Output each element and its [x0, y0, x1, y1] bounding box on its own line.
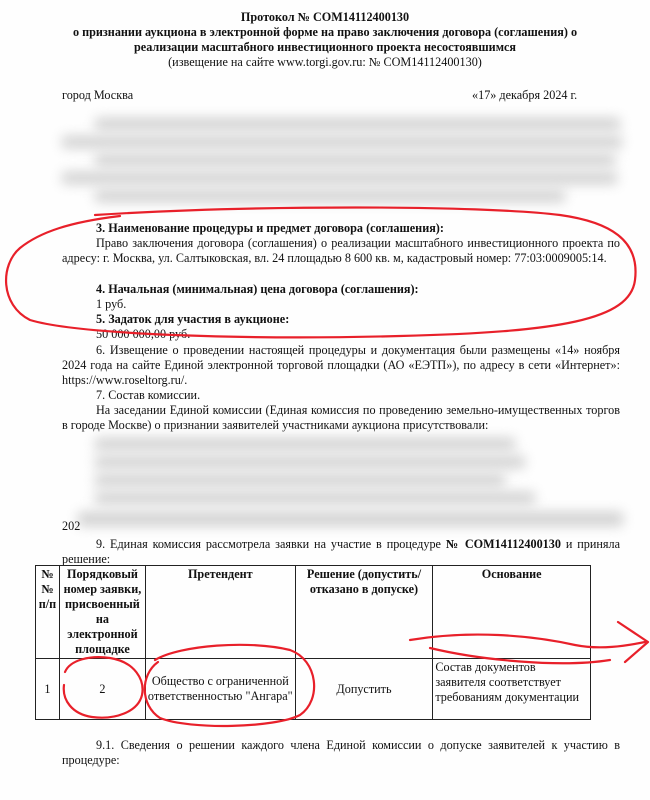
- section-7-text: На заседании Единой комиссии (Единая комиссия по проведению земельно-имущественных торгов в городе Москве) о признании заявителей участниками аукциона присутствовали:: [62, 403, 620, 432]
- decision-table: [35, 565, 591, 720]
- document-subtitle-line2: реализации масштабного инвестиционного проекта несостоявшимся: [134, 40, 516, 54]
- section-9-tail: и приняла решение:: [62, 537, 621, 566]
- section-9-lead: 9. Единая комиссия рассмотрела заявки на участие в процедуре: [96, 537, 441, 551]
- column-header: Порядковый номер заявки, присвоенный на электронной площадке: [59, 566, 145, 659]
- column-header: Претендент: [145, 566, 295, 659]
- section-6-text: 6. Извещение о проведении настоящей процедуры и документация были размещены «14» ноября 2024 года на сайте Единой электронной торговой площадки (АО «ЕЭТП»), по адресу в сети «Интернет»: https://www.roseltorg.ru/.: [62, 343, 620, 387]
- redacted-block: [62, 172, 617, 184]
- column-header: № № п/п: [36, 566, 60, 659]
- redacted-block: [95, 456, 525, 468]
- arrow-head: [618, 622, 648, 662]
- section-3-text: Право заключения договора (соглашения) о реализации масштабного инвестиционного проекта по адресу: г. Москва, ул. Салтыковская, вл. 24 площадью 8 600 кв. м, кадастровый номер: 77:03:0009005:14.: [62, 236, 620, 265]
- redacted-block: [78, 512, 623, 526]
- applicant-name: Общество с ограниченной ответственностью "Ангара": [145, 659, 295, 720]
- decision-value: Допустить: [295, 659, 433, 720]
- row-number: 1: [36, 659, 60, 720]
- section-4-value: 1 руб.: [96, 297, 127, 311]
- section-4-title: 4. Начальная (минимальная) цена договора (соглашения):: [96, 282, 419, 296]
- redacted-block: [95, 474, 505, 486]
- section-3-title: 3. Наименование процедуры и предмет договора (соглашения):: [96, 221, 444, 235]
- column-header: Решение (допустить/отказано в допуске): [295, 566, 433, 659]
- protocol-date: «17» декабря 2024 г.: [472, 88, 578, 102]
- section-5-title: 5. Задаток для участия в аукционе:: [96, 312, 290, 326]
- redacted-block: [95, 492, 535, 504]
- document-subtitle-line1: о признании аукциона в электронной форме на право заключения договора (соглашения) о: [72, 25, 578, 39]
- redacted-block: [95, 190, 565, 202]
- section-7-title: 7. Состав комиссии.: [96, 388, 201, 402]
- text-fragment: 202: [62, 519, 81, 533]
- section-9-text: [62, 537, 620, 567]
- document-title: Протокол № COM14112400130: [240, 10, 410, 24]
- redacted-block: [62, 136, 622, 148]
- section-9-procedure-number: № COM14112400130: [445, 537, 561, 551]
- table-row: [36, 659, 591, 720]
- table-header-row: [36, 566, 591, 659]
- redacted-block: [95, 118, 620, 130]
- application-number: 2: [59, 659, 145, 720]
- column-header: Основание: [433, 566, 591, 659]
- notice-reference: (извещение на сайте www.torgi.gov.ru: № COM14112400130): [168, 55, 482, 69]
- section-9-1-text: 9.1. Сведения о решении каждого члена Единой комиссии о допуске заявителей к участию в процедуре:: [62, 738, 620, 767]
- city-label: город Москва: [62, 88, 134, 102]
- section-5-value: 50 000 000,00 руб.: [96, 327, 191, 341]
- redacted-block: [95, 438, 515, 450]
- basis-text: Состав документов заявителя соответствует требованиям документации: [433, 659, 591, 720]
- redacted-block: [95, 154, 615, 166]
